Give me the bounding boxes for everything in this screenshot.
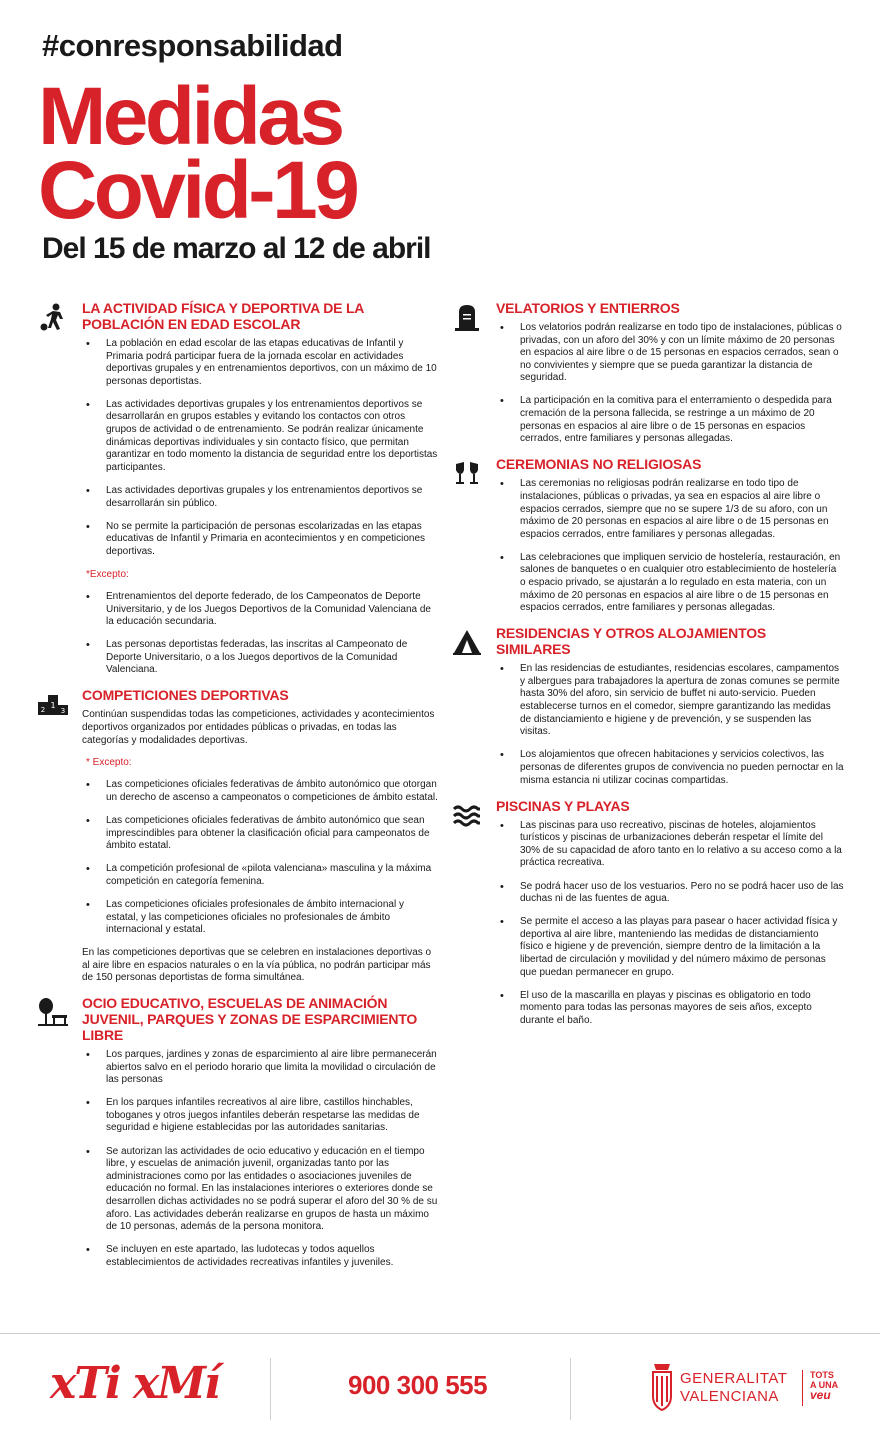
generalitat-logo xyxy=(650,1358,850,1424)
tots-line-2: A UNA xyxy=(810,1380,839,1390)
intro-text: Continúan suspendidas todas las competiciones, actividades y acontecimientos deportivos organizados por entidades públicas o privadas, en todas las categorías y modalidades deportivas. xyxy=(82,709,435,746)
tots-line-1: TOTS xyxy=(810,1370,834,1380)
list-item: • Las piscinas para uso recreativo, piscinas de hoteles, alojamientos turísticos y piscinas de urbanizaciones deberán respetar el límite del 30% de su capacidad de aforo tanto en lo relativo a su acceso como a la práctica recreativa. xyxy=(520,820,844,870)
section-title: LA ACTIVIDAD FÍSICA Y DEPORTIVA DE LA POBLACIÓN EN EDAD ESCOLAR xyxy=(82,300,364,332)
campaign-logo: xTi xMí xyxy=(50,1358,219,1409)
section-title: VELATORIOS Y ENTIERROS xyxy=(496,300,680,316)
coat-of-arms-icon xyxy=(650,1362,674,1414)
phone-number[interactable]: 900 300 555 xyxy=(348,1370,488,1400)
tots-line-3: veu xyxy=(810,1388,831,1402)
list-item: • Las actividades deportivas grupales y los entrenamientos deportivos se desarrollarán en grupos estables y evitando los contactos con otros grupos de actividad o de entrenamiento. Se podrán realizar únicamente dinámicas deportivas individuales y sin contacto físico, que permitan garantizar en todo momento la distancia de seguridad entre los deportistas participantes. xyxy=(106,399,438,475)
item-list xyxy=(38,338,438,558)
exception-note: *Excepto: xyxy=(86,568,129,580)
exception-list xyxy=(38,591,438,677)
logo-separator xyxy=(802,1370,803,1406)
section-ocio xyxy=(38,995,438,1269)
list-item: • Se podrá hacer uso de los vestuarios. Pero no se podrá hacer uso de las duchas ni de las fuentes de agua. xyxy=(520,881,844,906)
exception-note: * Excepto: xyxy=(86,757,132,769)
tots-a-una-veu xyxy=(810,1370,838,1400)
list-item: • Las competiciones oficiales profesionales de ámbito internacional y estatal, y las competiciones oficiales no profesionales de ámbito internacional y estatal. xyxy=(106,899,438,937)
list-item: • Las celebraciones que impliquen servicio de hostelería, restauración, en salones de banquetes o en cualquier otro establecimiento de hostelería o espacio privado, se ajustarán a lo regulado en esta materia, con un máximo de 20 personas en espacios al aire libre o de 15 personas en espacios cerrados, entre familiares y personas allegadas. xyxy=(520,552,844,615)
generalitat-line-2: VALENCIANA xyxy=(680,1388,779,1405)
svg-text:2: 2 xyxy=(40,706,46,715)
list-item: • Las ceremonias no religiosas podrán realizarse en todo tipo de instalaciones, públicas o privadas, ya sea en espacios al aire libre o espacios cerrados, siempre que no se supere 1/3 de su aforo, con un máximo de 20 personas en espacios al aire libre o de 15 personas en espacios cerrados, entre familiares y personas allegadas. xyxy=(520,478,844,541)
list-item: • Los alojamientos que ofrecen habitaciones y servicios colectivos, las personas de diferentes grupos de convivencia no pueden pernoctar en la misma estancia ni utilizar cocinas compartidas. xyxy=(520,749,844,787)
list-item: • Los velatorios podrán realizarse en todo tipo de instalaciones, públicas o privadas, con un aforo del 30% y con un límite máximo de 20 personas en espacios al aire libre o de 15 personas en espacios cerrados, sean o no convivientes y siempre que se pueda garantizar la distancia de seguridad. xyxy=(520,322,844,385)
generalitat-name xyxy=(680,1370,787,1406)
list-item: • La participación en la comitiva para el enterramiento o despedida para cremación de la persona fallecida, se restringe a un máximo de 20 personas en espacios al aire libre o de 15 personas en espacios cerrados, entre familiares y personas allegadas. xyxy=(520,395,844,445)
title-line-1: Medidas xyxy=(38,71,342,162)
item-list xyxy=(452,820,844,1028)
item-list xyxy=(452,663,844,787)
list-item: • En las residencias de estudiantes, residencias escolares, campamentos y albergues para trabajadores la apertura de zonas comunes se permite hasta 30% del aforo, sin servicio de buffet ni auto-servicio. Pueden establecerse turnos en el comedor, siempre garantizando las medidas de distanciamiento e higiene y de prevención, y se suspenden las visitas. xyxy=(520,663,844,739)
list-item: • Se permite el acceso a las playas para pasear o hacer actividad física y deportiva al aire libre, manteniendo las medidas de distanciamiento físico e higiene y de prevención, siempre dentro de la limitación a la libertad de circulación y movilidad y del número máximo de personas que puedan permanecer en grupo. xyxy=(520,916,844,979)
section-title: CEREMONIAS NO RELIGIOSAS xyxy=(496,456,702,473)
generalitat-line-1: GENERALITAT xyxy=(680,1370,788,1387)
item-list xyxy=(38,1049,438,1269)
poster-header xyxy=(38,22,842,272)
left-column xyxy=(38,300,438,1280)
tombstone-icon xyxy=(452,302,482,332)
title-line-2: Covid-19 xyxy=(38,145,357,236)
list-item: • La competición profesional de «pilota valenciana» masculina y la máxima competición en categoría femenina. xyxy=(106,863,438,888)
waves-icon xyxy=(452,800,482,830)
tent-icon xyxy=(452,627,482,657)
section-residencias xyxy=(452,625,844,787)
list-item: • Se autorizan las actividades de ocio educativo y educación en el tiempo libre, y escuelas de animación juvenil, organizadas tanto por las administraciones como por las entidades o asociaciones juveniles de educación no formal. En las instalaciones interiores o exteriores donde se desarrollen dichas actividades no se podrá superar el aforo del 30 % de su aforo. Las actividades deberán realizarse en grupos de hasta un máximo de 10 personas, además de la persona monitora. xyxy=(106,1146,438,1234)
item-list xyxy=(452,322,844,446)
list-item: • El uso de la mascarilla en playas y piscinas es obligatorio en todo momento para todas las personas mayores de seis años, excepto durante el baño. xyxy=(520,990,844,1028)
section-actividad xyxy=(38,300,438,677)
section-title: COMPETICIONES DEPORTIVAS xyxy=(82,687,289,704)
date-range: Del 15 de marzo al 12 de abril xyxy=(42,232,431,265)
list-item: • La población en edad escolar de las etapas educativas de Infantil y Primaria podrá participar fuera de la jornada escolar en actividades deportivas grupales y en entrenamientos deportivos, con un máximo de 10 personas deportistas. xyxy=(106,338,438,388)
footer xyxy=(0,1334,880,1440)
hashtag: #conresponsabilidad xyxy=(42,28,343,63)
podium-icon xyxy=(38,689,68,719)
section-title: OCIO EDUCATIVO, ESCUELAS DE ANIMACIÓN JUVENIL, PARQUES Y ZONAS DE ESPARCIMIENTO LIBRE xyxy=(82,994,418,1043)
list-item: • Se incluyen en este apartado, las ludotecas y todos aquellos establecimientos de actividades recreativas infantiles y juveniles. xyxy=(106,1244,438,1269)
section-title: RESIDENCIAS Y OTROS ALOJAMIENTOS SIMILARES xyxy=(496,625,767,658)
svg-text:1: 1 xyxy=(50,701,56,711)
section-piscinas xyxy=(452,798,844,1028)
list-item: • Las competiciones oficiales federativas de ámbito autonómico que sean imprescindibles para obtener la clasificación oficial para campeonatos de ámbito estatal. xyxy=(106,815,438,853)
list-item: • Los parques, jardines y zonas de esparcimiento al aire libre permanecerán abiertos salvo en el periodo horario que limita la movilidad o circulación de las personas xyxy=(106,1049,438,1087)
list-item: • No se permite la participación de personas escolarizadas en las etapas educativas de Infantil y Primaria en acontecimientos y en competiciones deportivas. xyxy=(106,521,438,559)
item-list xyxy=(38,779,438,936)
section-ceremonias xyxy=(452,456,844,614)
section-title: PISCINAS Y PLAYAS xyxy=(496,797,630,814)
right-column xyxy=(452,300,844,1038)
footer-separator xyxy=(570,1358,571,1420)
list-item: • Entrenamientos del deporte federado, de los Campeonatos de Deporte Universitario, y de los Juegos Deportivos de la Comunidad Valenciana de la educación secundaria. xyxy=(106,591,438,629)
section-velatorios xyxy=(452,300,844,446)
svg-text:3: 3 xyxy=(60,707,66,716)
section-competiciones xyxy=(38,687,438,985)
list-item: • Las competiciones oficiales federativas de ámbito autonómico que otorgan un derecho de ascenso a campeonatos o competiciones de ámbito estatal. xyxy=(106,779,438,804)
list-item: • En los parques infantiles recreativos al aire libre, castillos hinchables, toboganes y otros juegos infantiles deberán respetarse las medidas de seguridad e higiene establecidas por las autoridades sanitarias. xyxy=(106,1097,438,1135)
child-football-icon xyxy=(38,302,68,332)
item-list xyxy=(452,478,844,614)
list-item: • Las personas deportistas federadas, las inscritas al Campeonato de Deporte Universitario, o a los Juegos deportivos de la Comunidad Valenciana. xyxy=(106,639,438,677)
footer-separator xyxy=(270,1358,271,1420)
park-tree-bench-icon xyxy=(38,997,68,1027)
toast-glasses-icon xyxy=(452,458,482,488)
outro-text: En las competiciones deportivas que se celebren en instalaciones deportivas o al aire libre en espacios naturales o en la vía pública, no podrán participar más de 150 personas deportistas de forma simultánea. xyxy=(82,947,432,984)
list-item: • Las actividades deportivas grupales y los entrenamientos deportivos se desarrollarán sin público. xyxy=(106,485,438,510)
